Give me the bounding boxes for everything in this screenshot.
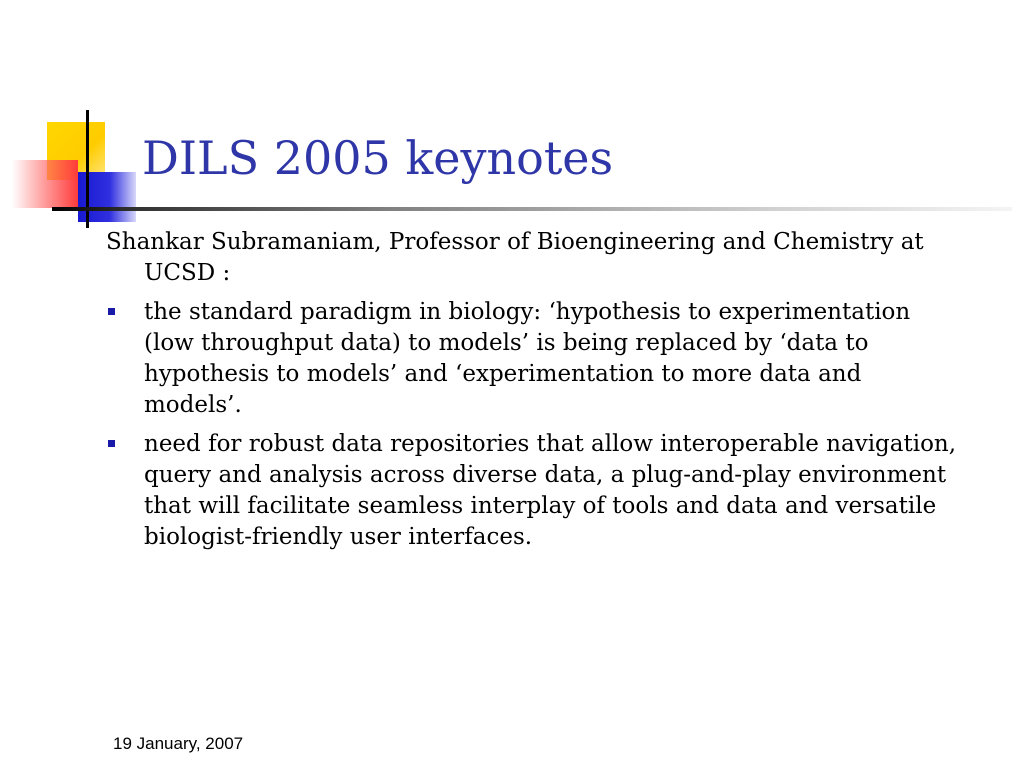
bullet-item [106, 297, 966, 421]
slide-title: DILS 2005 keynotes [142, 131, 614, 185]
bullet-list [106, 297, 966, 553]
square-bullet-icon [108, 308, 115, 315]
intro-text: Shankar Subramaniam, Professor of Bioengineering and Chemistry at UCSD : [106, 229, 924, 286]
square-bullet-icon [108, 440, 115, 447]
logo-red-square [12, 160, 78, 208]
slide-body [106, 227, 966, 561]
footer-date: 19 January, 2007 [113, 734, 244, 753]
bullet-item [106, 429, 966, 553]
title-underline [52, 207, 1012, 211]
bullet-text: the standard paradigm in biology: ‘hypothesis to experimentation (low throughput data) to models’ is being replaced by ‘data to hypothesis to models’ and ‘experimentation to more data and models’. [144, 299, 911, 418]
bullet-text: need for robust data repositories that allow interoperable navigation, query and analysis across diverse data, a plug-and-play environment that will facilitate seamless interplay of tools and data and versatile biologist-friendly user interfaces. [144, 431, 957, 550]
